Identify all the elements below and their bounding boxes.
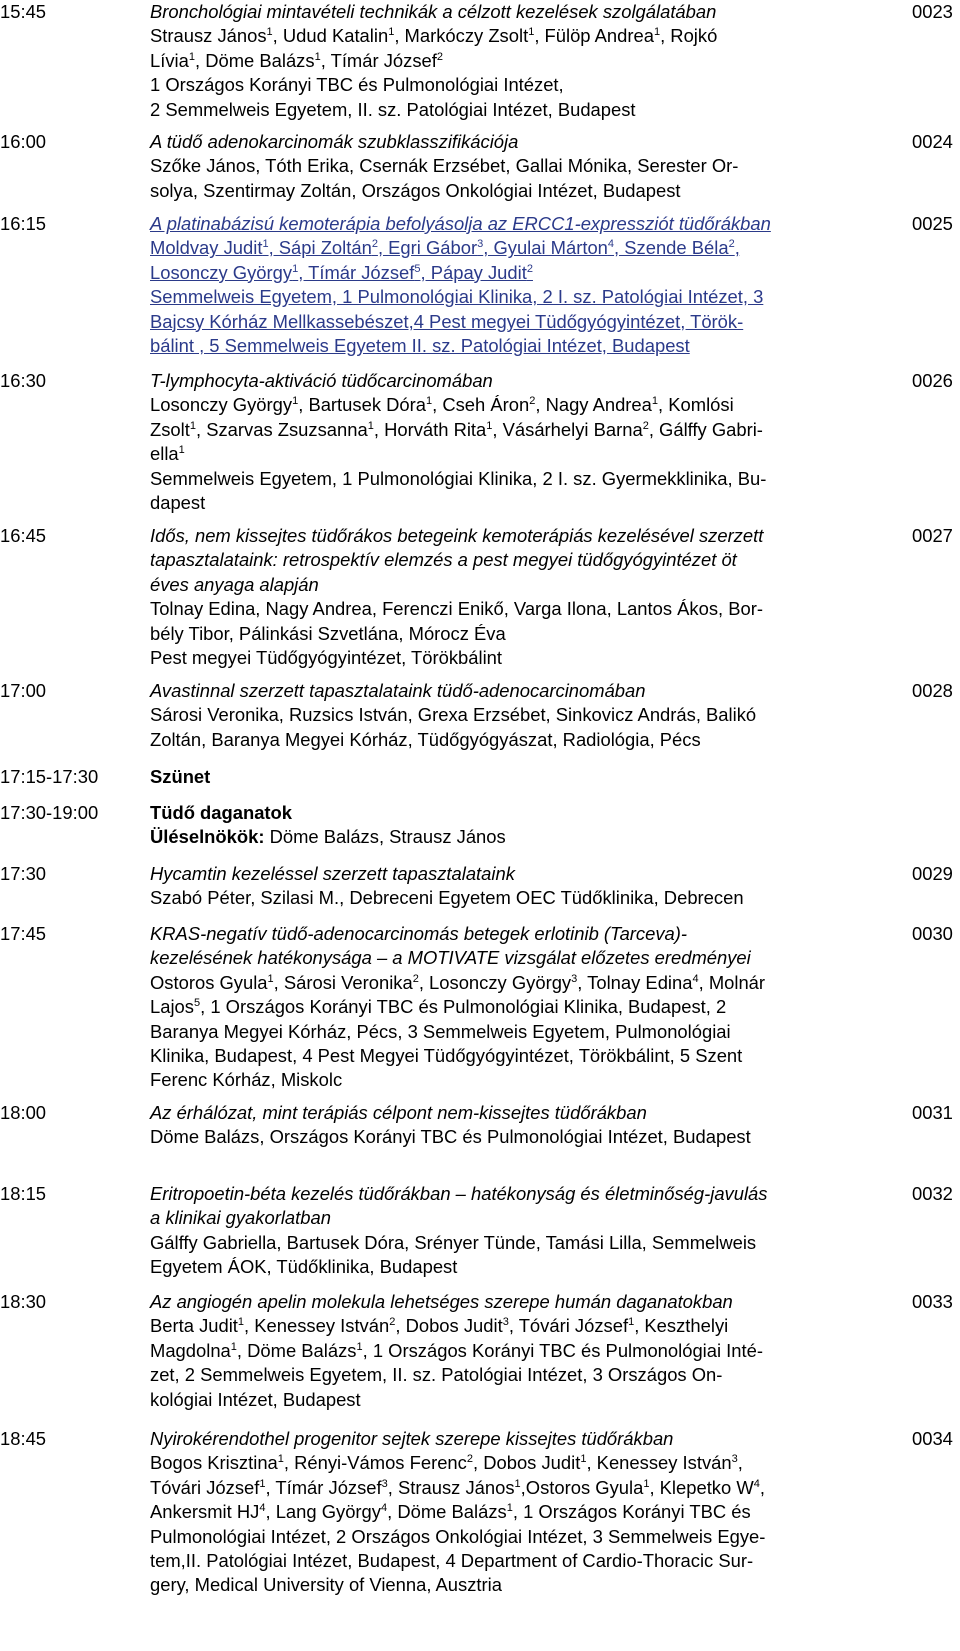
text-run: , Losonczy György	[418, 971, 572, 993]
entry-text-line	[150, 467, 890, 491]
text-run[interactable]: , Tímár József	[298, 261, 415, 283]
text-run: , Lang György	[265, 1501, 381, 1523]
affiliation-superscript: 1	[651, 395, 659, 408]
text-run: , Sárosi Veronika	[273, 971, 413, 993]
text-run: Bogos Krisztina	[150, 1452, 278, 1474]
text-run: , Fülöp Andrea	[534, 25, 654, 47]
text-run: Szünet	[150, 766, 211, 787]
affiliation-superscript: 4	[607, 238, 615, 251]
text-run: , Gálffy Gabri-	[648, 418, 763, 440]
entry-title-line	[150, 548, 890, 572]
abstract-code: 0028	[912, 680, 953, 701]
entry-time: 17:15-17:30	[0, 766, 99, 787]
text-run: Szőke János, Tóth Erika, Csernák Erzsébet, Gallai Mónika, Serester Or-	[150, 155, 739, 177]
text-run: Üléselnökök:	[150, 826, 265, 848]
abstract-code: 0026	[912, 370, 953, 391]
text-run: Lajos	[150, 996, 194, 1018]
text-run: A tüdő adenokarcinomák szubklasszifikációja	[150, 131, 519, 152]
entry-text-line	[150, 1044, 890, 1068]
text-run: , Döme Balázs	[387, 1501, 507, 1523]
entry-time: 17:30-19:00	[0, 802, 99, 823]
text-run: , Tolnay Edina	[577, 971, 693, 993]
entry-title-line	[150, 0, 890, 24]
affiliation-superscript: 1	[267, 972, 274, 985]
text-run: Pest megyei Tüdőgyógyintézet, Törökbálint	[150, 647, 503, 669]
entry-text-line[interactable]	[150, 334, 890, 358]
text-run: 1 Országos Korányi TBC és Pulmonológiai Intézet,	[150, 74, 564, 96]
entry-text-line	[150, 703, 890, 727]
entry-text-line	[150, 179, 890, 203]
text-run: kezelésének hatékonysága – a MOTIVATE vizsgálat előzetes eredményei	[150, 947, 751, 969]
entry-text-line	[150, 1388, 890, 1412]
text-run: Nyirokérendothel progenitor sejtek szerepe kissejtes tüdőrákban	[150, 1428, 674, 1449]
text-run: Tóvári József	[150, 1476, 260, 1498]
abstract-code: 0032	[912, 1183, 953, 1204]
entry-text-line	[150, 1314, 890, 1338]
text-run: Avastinnal szerzett tapasztalataink tüdő-adenocarcinomában	[150, 680, 646, 701]
text-run[interactable]: Semmelweis Egyetem, 1 Pulmonológiai Klinika, 2 I. sz. Patológiai Intézet, 3	[150, 286, 764, 308]
text-run: Szabó Péter, Szilasi M., Debreceni Egyetem OEC Tüdőklinika, Debrecen	[150, 887, 744, 909]
text-run: Baranya Megyei Kórház, Pécs, 3 Semmelweis Egyetem, Pulmonológiai	[150, 1020, 731, 1042]
text-run: , Szarvas Zsuzsanna	[195, 418, 368, 440]
entry-content	[150, 1427, 890, 1598]
entry-time: 17:00	[0, 680, 47, 701]
entry-text-line	[150, 886, 890, 910]
entry-content[interactable]	[150, 212, 890, 358]
entry-title-line	[150, 922, 890, 946]
affiliation-superscript: 2	[642, 419, 649, 432]
entry-title-line	[150, 1427, 890, 1451]
text-run: , Döme Balázs	[194, 49, 315, 71]
affiliation-superscript: 1	[292, 395, 299, 408]
entry-content	[150, 130, 890, 203]
entry-title-line	[150, 946, 890, 970]
affiliation-superscript: 1	[277, 1453, 284, 1466]
entry-title-line	[150, 130, 890, 154]
text-run: Hycamtin kezeléssel szerzett tapasztalataink	[150, 863, 515, 884]
entry-text-line	[150, 1363, 890, 1387]
text-run: kológiai Intézet, Budapest	[150, 1388, 361, 1410]
text-run: Az angiogén apelin molekula lehetséges szerepe humán daganatokban	[150, 1291, 733, 1312]
entry-text-line	[150, 1068, 890, 1092]
entry-text-line	[150, 24, 890, 48]
text-run: Döme Balázs, Országos Korányi TBC és Pulmonológiai Intézet, Budapest	[150, 1126, 751, 1148]
text-run: , 1 Országos Korányi TBC és Pulmonológiai Klinika, Budapest, 2	[200, 996, 727, 1018]
entry-text-line	[150, 491, 890, 515]
affiliation-superscript: 1	[189, 419, 196, 432]
text-run: Ostoros Gyula	[150, 971, 268, 993]
text-run: 2 Semmelweis Egyetem, II. sz. Patológiai Intézet, Budapest	[150, 98, 636, 120]
text-run[interactable]: Bajcsy Kórház Mellkassebészet,4 Pest megyei Tüdőgyógyintézet, Török-	[150, 310, 744, 332]
text-run: , Udud Katalin	[272, 25, 389, 47]
text-run: Klinika, Budapest, 4 Pest Megyei Tüdőgyógyintézet, Törökbálint, 5 Szent	[150, 1045, 743, 1067]
text-run: , Döme Balázs	[236, 1339, 357, 1361]
entry-text-line[interactable]	[150, 236, 890, 260]
entry-text-line	[150, 1476, 890, 1500]
text-run: , Tímár József	[320, 49, 437, 71]
entry-content	[150, 1290, 890, 1412]
text-run: Ankersmit HJ	[150, 1501, 260, 1523]
text-run: , Markóczy Zsolt	[394, 25, 529, 47]
affiliation-superscript: 5	[414, 262, 421, 275]
affiliation-superscript: 1	[356, 1340, 363, 1353]
text-run: Zsolt	[150, 418, 190, 440]
text-run[interactable]: Moldvay Judit	[150, 237, 263, 259]
entry-text-line	[150, 1255, 890, 1279]
entry-text-line	[150, 1020, 890, 1044]
affiliation-superscript: 3	[381, 1477, 388, 1490]
text-run[interactable]: bálint , 5 Semmelweis Egyetem II. sz. Patológiai Intézet, Budapest	[150, 335, 690, 357]
entry-content	[150, 1101, 890, 1150]
affiliation-superscript: 3	[477, 238, 484, 251]
entry-text-line	[150, 1339, 890, 1363]
text-run: , Rojkó	[660, 25, 718, 47]
text-run: , Kenessey István	[244, 1315, 390, 1337]
affiliation-superscript: 1	[188, 50, 195, 63]
text-run[interactable]: , Pápay Judit	[420, 261, 527, 283]
abstract-code: 0023	[912, 1, 953, 22]
section-heading	[150, 765, 890, 789]
text-run: Lívia	[150, 49, 189, 71]
entry-time: 15:45	[0, 1, 47, 22]
text-run[interactable]: , Szende Béla	[614, 237, 729, 259]
affiliation-superscript: 1	[528, 26, 535, 39]
affiliation-superscript: 1	[266, 26, 273, 39]
text-run: a klinikai gyakorlatban	[150, 1207, 331, 1229]
text-run: ella	[150, 443, 179, 465]
affiliation-superscript: 2	[436, 50, 443, 63]
affiliation-superscript: 3	[571, 972, 578, 985]
affiliation-superscript: 1	[367, 419, 374, 432]
entry-content	[150, 801, 890, 850]
entry-text-line	[150, 728, 890, 752]
entry-text-line	[150, 98, 890, 122]
entry-title-line	[150, 369, 890, 393]
abstract-code: 0024	[912, 131, 953, 152]
text-run: tem,II. Patológiai Intézet, Budapest, 4 Department of Cardio-Thoracic Sur-	[150, 1550, 754, 1572]
text-run: ,	[759, 1476, 765, 1498]
text-run: , Dobos Judit	[472, 1452, 581, 1474]
affiliation-superscript: 1	[262, 238, 269, 251]
affiliation-superscript: 2	[728, 238, 735, 251]
text-run[interactable]: , Egri Gábor	[377, 237, 478, 259]
text-run: Pulmonológiai Intézet, 2 Országos Onkológiai Intézet, 3 Semmelweis Egye-	[150, 1525, 766, 1547]
abstract-code: 0030	[912, 923, 953, 944]
text-run: , Keszthelyi	[634, 1315, 729, 1337]
text-run: , 1 Országos Korányi TBC és	[512, 1501, 751, 1523]
entry-content	[150, 369, 890, 515]
entry-title-line	[150, 1101, 890, 1125]
entry-time: 18:15	[0, 1183, 47, 1204]
entry-title-line	[150, 1290, 890, 1314]
entry-text-line	[150, 418, 890, 442]
entry-title-line	[150, 573, 890, 597]
entry-title-line	[150, 862, 890, 886]
entry-time: 18:30	[0, 1291, 47, 1312]
affiliation-superscript: 1	[230, 1340, 237, 1353]
entry-content	[150, 1182, 890, 1280]
text-run: , Klepetko W	[649, 1476, 754, 1498]
entry-text-line	[150, 971, 890, 995]
text-run: Magdolna	[150, 1339, 231, 1361]
text-run: zet, 2 Semmelweis Egyetem, II. sz. Patológiai Intézet, 3 Országos On-	[150, 1364, 723, 1386]
text-run: , Rényi-Vámos Ferenc	[283, 1452, 467, 1474]
entry-time: 16:00	[0, 131, 47, 152]
entry-text-line	[150, 622, 890, 646]
text-run[interactable]: A platinabázisú kemoterápia befolyásolja az ERCC1-expressziót tüdőrákban	[150, 213, 771, 234]
text-run: ,	[737, 1452, 743, 1474]
entry-title-line	[150, 1206, 890, 1230]
text-run: Bronchológiai mintavételi technikák a célzott kezelések szolgálatában	[150, 1, 717, 22]
affiliation-superscript: 4	[381, 1502, 388, 1515]
affiliation-superscript: 2	[466, 1453, 473, 1466]
affiliation-superscript: 1	[314, 50, 321, 63]
affiliation-superscript: 1	[237, 1316, 245, 1329]
abstract-code: 0027	[912, 525, 953, 546]
text-run: T-lymphocyta-aktiváció tüdőcarcinomában	[150, 370, 493, 391]
text-run: , Nagy Andrea	[535, 394, 652, 416]
affiliation-superscript: 4	[692, 972, 699, 985]
abstract-code: 0031	[912, 1102, 953, 1123]
entry-time: 17:45	[0, 923, 47, 944]
text-run: Semmelweis Egyetem, 1 Pulmonológiai Klinika, 2 I. sz. Gyermekklinika, Bu-	[150, 467, 767, 489]
text-run: Strausz János	[150, 25, 267, 47]
text-run: bély Tibor, Pálinkási Szvetlána, Mórocz Éva	[150, 622, 506, 644]
affiliation-superscript: 1	[292, 262, 299, 275]
text-run: dapest	[150, 492, 206, 514]
entry-content	[150, 679, 890, 752]
affiliation-superscript: 1	[388, 26, 395, 39]
text-run: , Dobos Judit	[395, 1315, 503, 1337]
entry-text-line	[150, 825, 890, 849]
affiliation-superscript: 4	[753, 1477, 760, 1490]
abstract-code: 0033	[912, 1291, 953, 1312]
text-run: solya, Szentirmay Zoltán, Országos Onkológiai Intézet, Budapest	[150, 179, 681, 201]
affiliation-superscript: 1	[514, 1477, 521, 1490]
abstract-code: 0029	[912, 863, 953, 884]
entry-time: 16:45	[0, 525, 47, 546]
text-run: , Cseh Áron	[432, 394, 530, 416]
entry-text-line	[150, 1500, 890, 1524]
text-run: , Kenessey István	[586, 1452, 732, 1474]
abstract-code: 0025	[912, 213, 953, 234]
affiliation-superscript: 1	[178, 444, 185, 457]
entry-text-line	[150, 1231, 890, 1255]
entry-text-line[interactable]	[150, 285, 890, 309]
text-run: Ferenc Kórház, Miskolc	[150, 1069, 343, 1091]
entry-time: 16:15	[0, 213, 47, 234]
abstract-code: 0034	[912, 1428, 953, 1449]
text-run: , Molnár	[698, 971, 766, 993]
affiliation-superscript: 1	[628, 1316, 635, 1329]
entry-text-line	[150, 646, 890, 670]
affiliation-superscript: 1	[580, 1453, 587, 1466]
affiliation-superscript: 3	[731, 1453, 738, 1466]
affiliation-superscript: 2	[526, 262, 533, 275]
text-run: Tüdő daganatok	[150, 802, 293, 823]
text-run[interactable]: , Sápi Zoltán	[268, 237, 372, 259]
text-run: , Vásárhelyi Barna	[492, 418, 643, 440]
affiliation-superscript: 2	[371, 238, 378, 251]
entry-text-line	[150, 1125, 890, 1149]
entry-time: 18:00	[0, 1102, 47, 1123]
text-run: Zoltán, Baranya Megyei Kórház, Tüdőgyógyászat, Radiológia, Pécs	[150, 728, 701, 750]
text-run: Az érhálózat, mint terápiás célpont nem-kissejtes tüdőrákban	[150, 1102, 647, 1123]
text-run: gery, Medical University of Vienna, Ausztria	[150, 1574, 502, 1596]
affiliation-superscript: 1	[653, 26, 661, 39]
text-run: , Strausz János	[387, 1476, 515, 1498]
entry-text-line[interactable]	[150, 261, 890, 285]
text-run[interactable]: , Gyulai Márton	[483, 237, 608, 259]
entry-title-line	[150, 679, 890, 703]
entry-content	[150, 922, 890, 1093]
text-run: Eritropoetin-béta kezelés tüdőrákban – hatékonyság és életminőség-javulás	[150, 1183, 768, 1204]
entry-text-line	[150, 154, 890, 178]
entry-text-line	[150, 1573, 890, 1597]
affiliation-superscript: 1	[425, 395, 433, 408]
section-heading	[150, 801, 890, 825]
text-run: tapasztalataink: retrospektív elemzés a pest megyei tüdőgyógyintézet öt	[150, 549, 737, 571]
text-run[interactable]: Losonczy György	[150, 261, 293, 283]
affiliation-superscript: 2	[529, 395, 536, 408]
entry-title-line[interactable]	[150, 212, 890, 236]
entry-text-line	[150, 597, 890, 621]
entry-text-line	[150, 73, 890, 97]
entry-text-line	[150, 393, 890, 417]
affiliation-superscript: 1	[506, 1502, 513, 1515]
text-run: KRAS-negatív tüdő-adenocarcinomás betegek erlotinib (Tarceva)-	[150, 923, 688, 944]
text-run: Losonczy György	[150, 394, 293, 416]
affiliation-superscript: 5	[193, 997, 201, 1010]
text-run: , 1 Országos Korányi TBC és Pulmonológiai Inté-	[362, 1339, 763, 1361]
affiliation-superscript: 4	[259, 1502, 266, 1515]
text-run: , Bartusek Dóra	[298, 394, 426, 416]
entry-text-line	[150, 442, 890, 466]
affiliation-superscript: 2	[412, 972, 419, 985]
entry-time: 18:45	[0, 1428, 47, 1449]
entry-text-line	[150, 1525, 890, 1549]
entry-content	[150, 862, 890, 911]
text-run: Sárosi Veronika, Ruzsics István, Grexa Erzsébet, Sinkovicz András, Balikó	[150, 704, 757, 726]
text-run[interactable]: ,	[734, 237, 740, 259]
entry-content	[150, 524, 890, 670]
text-run: , Komlósi	[658, 394, 734, 416]
entry-text-line	[150, 1451, 890, 1475]
text-run: Idős, nem kissejtes tüdőrákos betegeink kemoterápiás kezelésével szerzett	[150, 525, 764, 546]
text-run: ,Ostoros Gyula	[520, 1476, 644, 1498]
text-run: Tolnay Edina, Nagy Andrea, Ferenczi Enikő, Varga Ilona, Lantos Ákos, Bor-	[150, 598, 764, 620]
entry-text-line[interactable]	[150, 310, 890, 334]
affiliation-superscript: 3	[502, 1316, 509, 1329]
affiliation-superscript: 1	[643, 1477, 650, 1490]
text-run: éves anyaga alapján	[150, 573, 319, 595]
text-run: , Tóvári József	[508, 1315, 629, 1337]
text-run: Gálffy Gabriella, Bartusek Dóra, Srényer Tünde, Tamási Lilla, Semmelweis	[150, 1231, 757, 1253]
affiliation-superscript: 1	[486, 419, 493, 432]
entry-text-line	[150, 49, 890, 73]
entry-text-line	[150, 995, 890, 1019]
entry-text-line	[150, 1549, 890, 1573]
text-run: Egyetem ÁOK, Tüdőklinika, Budapest	[150, 1256, 458, 1278]
text-run: , Horváth Rita	[373, 418, 487, 440]
text-run: , Tímár József	[265, 1476, 382, 1498]
entry-time: 17:30	[0, 863, 47, 884]
entry-content	[150, 0, 890, 122]
entry-content	[150, 765, 890, 789]
text-run: Berta Judit	[150, 1315, 238, 1337]
affiliation-superscript: 2	[389, 1316, 396, 1329]
entry-time: 16:30	[0, 370, 47, 391]
entry-title-line	[150, 524, 890, 548]
entry-title-line	[150, 1182, 890, 1206]
text-run: Döme Balázs, Strausz János	[264, 826, 506, 848]
affiliation-superscript: 1	[259, 1477, 266, 1490]
